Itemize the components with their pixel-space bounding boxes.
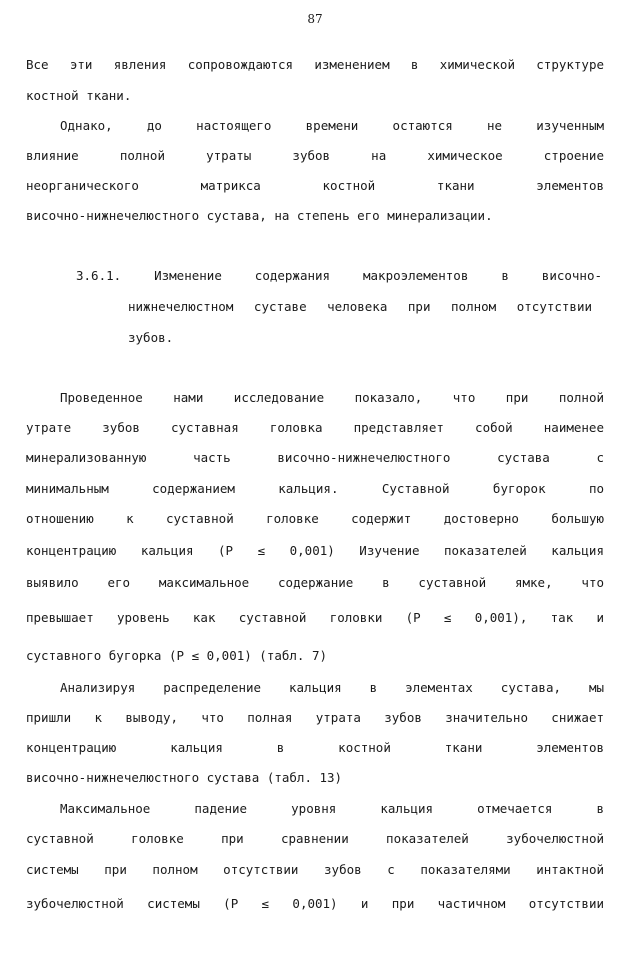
section-heading: нижнечелюстном суставе человека при полном отсутствии [128,299,592,314]
text-line: костной ткани. [26,88,132,103]
text-line: височно-нижнечелюстного сустава, на степень его минерализации. [26,208,493,223]
text-line: отношению к суставной головке содержит достоверно большую [26,511,604,526]
text-line: превышает уровень как суставной головки (Р ≤ 0,001), так и [26,610,604,625]
text-line: Максимальное падение уровня кальция отмечается в [60,801,604,816]
text-line: выявило его максимальное содержание в суставной ямке, что [26,575,604,590]
text-line: суставного бугорка (Р ≤ 0,001) (табл. 7) [26,648,328,663]
text-line: Анализируя распределение кальция в элементах сустава, мы [60,680,604,695]
section-heading: 3.6.1. Изменение содержания макроэлементов в височно- [76,268,602,283]
text-line: пришли к выводу, что полная утрата зубов значительно снижает [26,710,604,725]
text-line: минимальным содержанием кальция. Суставной бугорок по [26,481,604,496]
text-line: утрате зубов суставная головка представляет собой наименее [26,420,604,435]
text-line: концентрацию кальция (Р ≤ 0,001) Изучение показателей кальция [26,543,604,558]
page-number: 87 [307,12,323,26]
text-line: Однако, до настоящего времени остаются не изученным [60,118,604,133]
text-line: влияние полной утраты зубов на химическое строение [26,148,604,163]
text-line: неорганического матрикса костной ткани элементов [26,178,604,193]
section-heading: зубов. [128,330,174,345]
text-line: суставной головке при сравнении показателей зубочелюстной [26,831,604,846]
text-line: височно-нижнечелюстного сустава (табл. 13) [26,770,343,785]
text-line: системы при полном отсутствии зубов с показателями интактной [26,862,604,877]
text-line: зубочелюстной системы (Р ≤ 0,001) и при частичном отсутствии [26,896,604,911]
text-line: Все эти явления сопровождаются изменением в химической структуре [26,57,604,72]
text-line: концентрацию кальция в костной ткани элементов [26,740,604,755]
text-line: Проведенное нами исследование показало, что при полной [60,390,604,405]
text-line: минерализованную часть височно-нижнечелюстного сустава с [26,450,604,465]
